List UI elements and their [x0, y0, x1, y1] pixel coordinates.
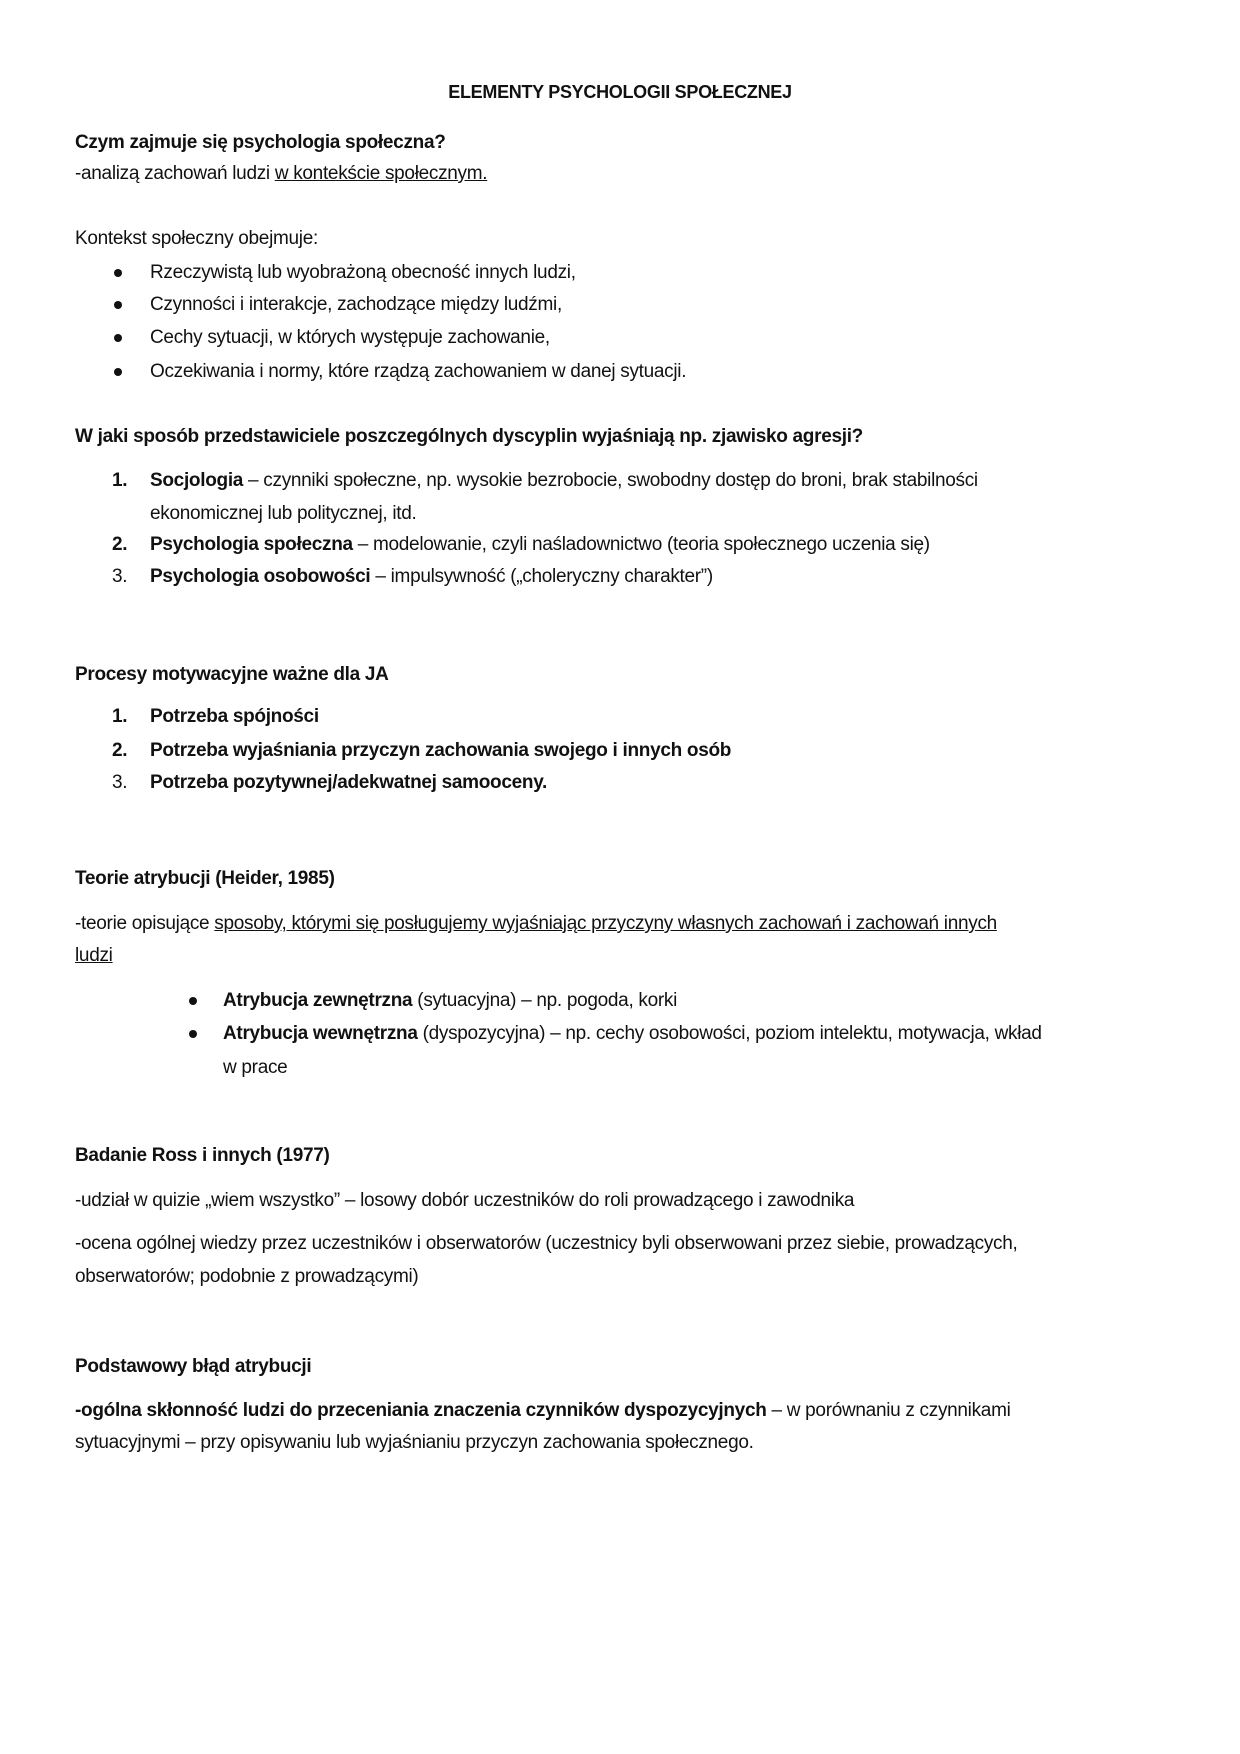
- list-item: Rzeczywistą lub wyobrażoną obecność innych ludzi,: [150, 262, 576, 283]
- section-heading: Czym zajmuje się psychologia społeczna?: [75, 132, 446, 153]
- list-item-cont: w prace: [223, 1057, 288, 1078]
- list-number: 1.: [112, 470, 128, 491]
- section-heading: Podstawowy błąd atrybucji: [75, 1356, 312, 1377]
- section-heading: W jaki sposób przedstawiciele poszczególnych dyscyplin wyjaśniają np. zjawisko agresji?: [75, 426, 863, 447]
- text: -teorie opisujące: [75, 913, 215, 934]
- bullet-icon: [114, 269, 122, 277]
- underlined-text: ludzi: [75, 945, 113, 966]
- text: (sytuacyjna) – np. pogoda, korki: [412, 990, 678, 1011]
- list-item: [150, 533, 930, 557]
- text: – modelowanie, czyli naśladownictwo (teoria społecznego uczenia się): [352, 534, 930, 555]
- underlined-text: w kontekście społecznym.: [274, 163, 488, 184]
- term: Psychologia społeczna: [150, 534, 353, 555]
- paragraph: -udział w quizie „wiem wszystko” – losowy dobór uczestników do roli prowadzącego i zawodnika: [75, 1190, 855, 1211]
- list-number: 2.: [112, 740, 128, 761]
- paragraph-cont: obserwatorów; podobnie z prowadzącymi): [75, 1266, 419, 1287]
- list-number: 3.: [112, 566, 128, 587]
- paragraph: [75, 162, 487, 186]
- list-item-cont: ekonomicznej lub politycznej, itd.: [150, 503, 417, 524]
- list-item: [223, 1022, 1042, 1046]
- text: (dyspozycyjna) – np. cechy osobowości, poziom intelektu, motywacja, wkład: [417, 1023, 1042, 1044]
- list-item: Cechy sytuacji, w których występuje zachowanie,: [150, 327, 550, 348]
- paragraph-cont: sytuacyjnymi – przy opisywaniu lub wyjaśnianiu przyczyn zachowania społecznego.: [75, 1432, 754, 1453]
- term: Atrybucja wewnętrzna: [223, 1023, 418, 1044]
- paragraph: Kontekst społeczny obejmuje:: [75, 228, 318, 249]
- list-item: Oczekiwania i normy, które rządzą zachowaniem w danej sytuacji.: [150, 361, 687, 382]
- term: Atrybucja zewnętrzna: [223, 990, 413, 1011]
- text: – w porównaniu z czynnikami: [766, 1400, 1011, 1421]
- bullet-icon: [114, 301, 122, 309]
- paragraph: [75, 1399, 1011, 1423]
- section-heading: Teorie atrybucji (Heider, 1985): [75, 868, 335, 889]
- bullet-icon: [114, 334, 122, 342]
- paragraph: [75, 912, 997, 936]
- list-item: Potrzeba spójności: [150, 706, 319, 727]
- list-item: [223, 989, 677, 1013]
- bullet-icon: [189, 1030, 197, 1038]
- bullet-icon: [189, 997, 197, 1005]
- list-number: 2.: [112, 534, 128, 555]
- paragraph: -ocena ogólnej wiedzy przez uczestników i obserwatorów (uczestnicy byli obserwowani przez siebie, prowadzących,: [75, 1233, 1018, 1254]
- list-item: [150, 469, 978, 493]
- section-heading: Procesy motywacyjne ważne dla JA: [75, 664, 389, 685]
- text: – czynniki społeczne, np. wysokie bezrobocie, swobodny dostęp do broni, brak stabilności: [243, 470, 978, 491]
- term: Socjologia: [150, 470, 244, 491]
- bold-text: -ogólna skłonność ludzi do przeceniania znaczenia czynników dyspozycyjnych: [75, 1400, 767, 1421]
- section-heading: Badanie Ross i innych (1977): [75, 1145, 330, 1166]
- document-title: ELEMENTY PSYCHOLOGII SPOŁECZNEJ: [448, 82, 792, 102]
- list-item: Potrzeba wyjaśniania przyczyn zachowania swojego i innych osób: [150, 740, 732, 761]
- text: -analizą zachowań ludzi: [75, 163, 275, 184]
- term: Psychologia osobowości: [150, 566, 371, 587]
- list-number: 1.: [112, 706, 128, 727]
- underlined-text: sposoby, którymi się posługujemy wyjaśniając przyczyny własnych zachowań i zachowań innych: [214, 913, 997, 934]
- list-item: Potrzeba pozytywnej/adekwatnej samooceny.: [150, 772, 548, 793]
- list-number: 3.: [112, 772, 128, 793]
- list-item: Czynności i interakcje, zachodzące między ludźmi,: [150, 294, 562, 315]
- bullet-icon: [114, 368, 122, 376]
- text: – impulsywność („choleryczny charakter”): [370, 566, 713, 587]
- list-item: [150, 565, 713, 589]
